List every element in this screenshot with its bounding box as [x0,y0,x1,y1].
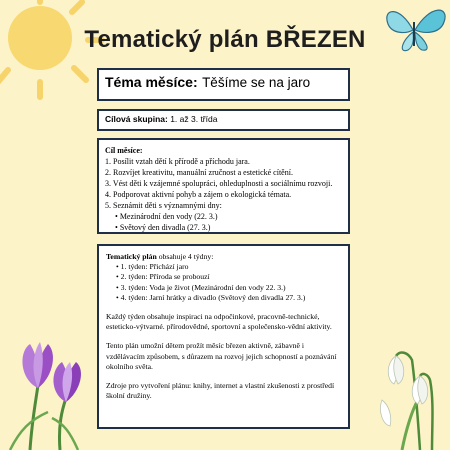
snowdrop-flower-icon [372,340,450,450]
target-group-label: Cílová skupina: [105,114,168,124]
plan-box [97,244,350,429]
crocus-flower-icon [0,340,100,450]
page-title: Tematický plán BŘEZEN [84,26,366,53]
theme-box [97,68,350,101]
plan-sources: Zdroje pro vytvoření plánu: knihy, internet a vlastní zkušenosti z prostředí školní družiny. [106,381,335,401]
target-group-box [97,109,350,131]
goals-box [97,138,350,234]
plan-label: Tematický plán [106,252,157,261]
goal-item: 3. Vést děti k vzájemné spolupráci, ohleduplnosti a sociálnímu rozvoji. [105,179,333,188]
week-item: • 4. týden: Jarní hrátky a divadlo (Světový den divadla 27. 3.) [116,292,306,302]
theme-value: Těšíme se na jaro [202,75,311,90]
special-day-item: • Mezinárodní den vody (22. 3.) [115,212,218,221]
goal-item: 2. Rozvíjet kreativitu, manuální zručnost a estetické cítění. [105,168,293,177]
week-item: • 3. týden: Voda je život (Mezinárodní den vody 22. 3.) [116,282,286,292]
week-item: • 2. týden: Příroda se probouzí [116,272,210,282]
target-group-value: 1. až 3. třída [170,114,218,124]
plan-paragraph: Každý týden obsahuje inspiraci na odpočinkové, pracovně-technické, esteticko-výtvarné. přírodovědné, sportovní a společensko-vědní aktivity. [106,312,332,332]
goal-item: 1. Posílit vztah dětí k přírodě a příchodu jara. [105,157,250,166]
goals-heading: Cíl měsíce: [105,146,143,155]
goal-item: 4. Podporovat aktivní pohyb a zájem o ekologická témata. [105,190,292,199]
plan-paragraph: Tento plán umožní dětem prožít měsíc březen aktivně, zábavně i vzdělávacím způsobem, s důrazem na rozvoj jejich schopností a poznávání okolního světa. [106,341,337,371]
week-item: • 1. týden: Přichází jaro [116,262,189,272]
goal-item: 5. Seznámit děti s významnými dny: [105,201,222,210]
theme-label: Téma měsíce: [105,74,198,90]
plan-intro: Tematický plán obsahuje 4 týdny: [106,252,214,261]
special-day-item: • Světový den divadla (27. 3.) [115,223,211,232]
